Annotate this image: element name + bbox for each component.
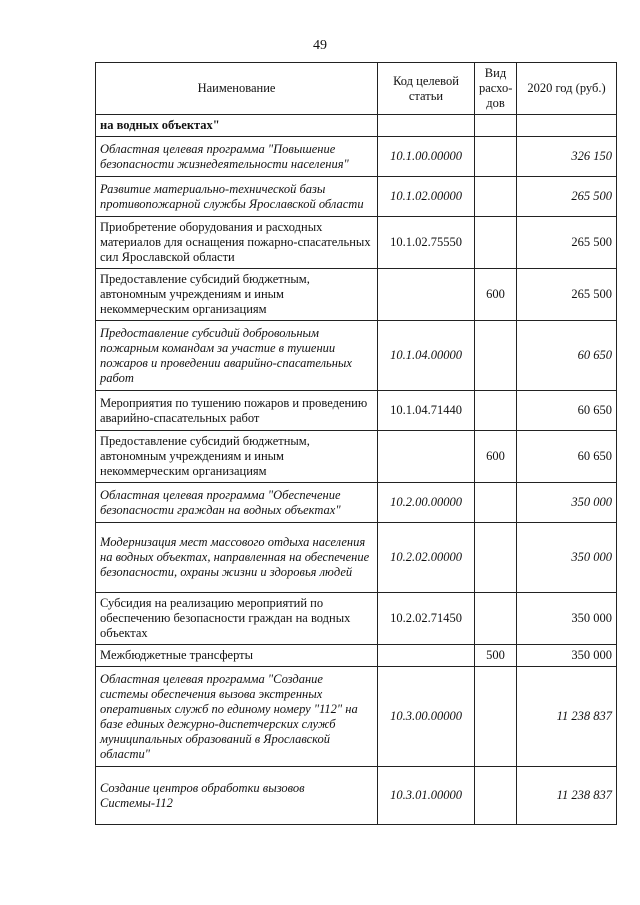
table-row [96, 431, 617, 483]
cell-code: 10.1.04.71440 [378, 391, 475, 431]
cell-code: 10.2.02.00000 [378, 523, 475, 593]
header-amount: 2020 год (руб.) [517, 63, 617, 115]
cell-amount: 265 500 [517, 217, 617, 269]
table-row [96, 115, 617, 137]
cell-type [475, 137, 517, 177]
header-name: Наименование [96, 63, 378, 115]
cell-amount: 60 650 [517, 431, 617, 483]
cell-code: 10.2.02.71450 [378, 593, 475, 645]
cell-name: Предоставление субсидий добровольным пожарным командам за участие в тушении пожаров и проведении аварийно-спасательных работ [96, 321, 378, 391]
cell-type [475, 667, 517, 767]
cell-type [475, 483, 517, 523]
budget-table [95, 62, 617, 825]
cell-amount: 11 238 837 [517, 667, 617, 767]
table-header-row [96, 63, 617, 115]
cell-type [475, 115, 517, 137]
table-row [96, 767, 617, 825]
header-type: Вид расхо-дов [475, 63, 517, 115]
cell-name: Развитие материально-технической базы противопожарной службы Ярославской области [96, 177, 378, 217]
cell-name: Создание центров обработки вызовов Системы-112 [96, 767, 378, 825]
cell-code [378, 645, 475, 667]
cell-amount: 60 650 [517, 321, 617, 391]
table-row [96, 667, 617, 767]
cell-name: Областная целевая программа "Обеспечение безопасности граждан на водных объектах" [96, 483, 378, 523]
cell-code: 10.1.02.75550 [378, 217, 475, 269]
cell-code: 10.3.00.00000 [378, 667, 475, 767]
table-row [96, 593, 617, 645]
cell-name: на водных объектах" [96, 115, 378, 137]
cell-amount [517, 115, 617, 137]
table-row [96, 645, 617, 667]
cell-amount: 265 500 [517, 177, 617, 217]
table-row [96, 177, 617, 217]
cell-type [475, 217, 517, 269]
cell-code [378, 269, 475, 321]
table-row [96, 137, 617, 177]
cell-amount: 60 650 [517, 391, 617, 431]
cell-amount: 350 000 [517, 483, 617, 523]
table-row [96, 391, 617, 431]
cell-name: Субсидия на реализацию мероприятий по обеспечению безопасности граждан на водных объектах [96, 593, 378, 645]
cell-type: 500 [475, 645, 517, 667]
cell-code [378, 115, 475, 137]
cell-name: Модернизация мест массового отдыха населения на водных объектах, направленная на обеспечение безопасности, охраны жизни и здоровья людей [96, 523, 378, 593]
cell-name: Мероприятия по тушению пожаров и проведению аварийно-спасательных работ [96, 391, 378, 431]
cell-name: Межбюджетные трансферты [96, 645, 378, 667]
table-body [96, 115, 617, 825]
cell-type [475, 593, 517, 645]
cell-name: Приобретение оборудования и расходных материалов для оснащения пожарно-спасательных сил Ярославской области [96, 217, 378, 269]
cell-name: Областная целевая программа "Создание системы обеспечения вызова экстренных оперативных служб по единому номеру "112" на базе единых дежурно-диспетчерских служб муниципальных образований в Ярославской области" [96, 667, 378, 767]
cell-code: 10.3.01.00000 [378, 767, 475, 825]
cell-name: Предоставление субсидий бюджетным, автономным учреждениям и иным некоммерческим организациям [96, 431, 378, 483]
cell-name: Областная целевая программа "Повышение безопасности жизнедеятельности населения" [96, 137, 378, 177]
cell-type [475, 177, 517, 217]
header-code: Код целевой статьи [378, 63, 475, 115]
cell-amount: 350 000 [517, 593, 617, 645]
cell-type [475, 321, 517, 391]
cell-code: 10.2.00.00000 [378, 483, 475, 523]
cell-type [475, 391, 517, 431]
cell-amount: 350 000 [517, 645, 617, 667]
cell-type [475, 767, 517, 825]
table-row [96, 269, 617, 321]
cell-code: 10.1.00.00000 [378, 137, 475, 177]
table-row [96, 483, 617, 523]
cell-amount: 350 000 [517, 523, 617, 593]
cell-code: 10.1.02.00000 [378, 177, 475, 217]
cell-type: 600 [475, 269, 517, 321]
cell-amount: 11 238 837 [517, 767, 617, 825]
cell-type: 600 [475, 431, 517, 483]
table-row [96, 321, 617, 391]
cell-name: Предоставление субсидий бюджетным, автономным учреждениям и иным некоммерческим организациям [96, 269, 378, 321]
page-number: 49 [313, 38, 327, 53]
cell-code: 10.1.04.00000 [378, 321, 475, 391]
cell-code [378, 431, 475, 483]
cell-amount: 326 150 [517, 137, 617, 177]
table-row [96, 523, 617, 593]
cell-amount: 265 500 [517, 269, 617, 321]
table-row [96, 217, 617, 269]
cell-type [475, 523, 517, 593]
